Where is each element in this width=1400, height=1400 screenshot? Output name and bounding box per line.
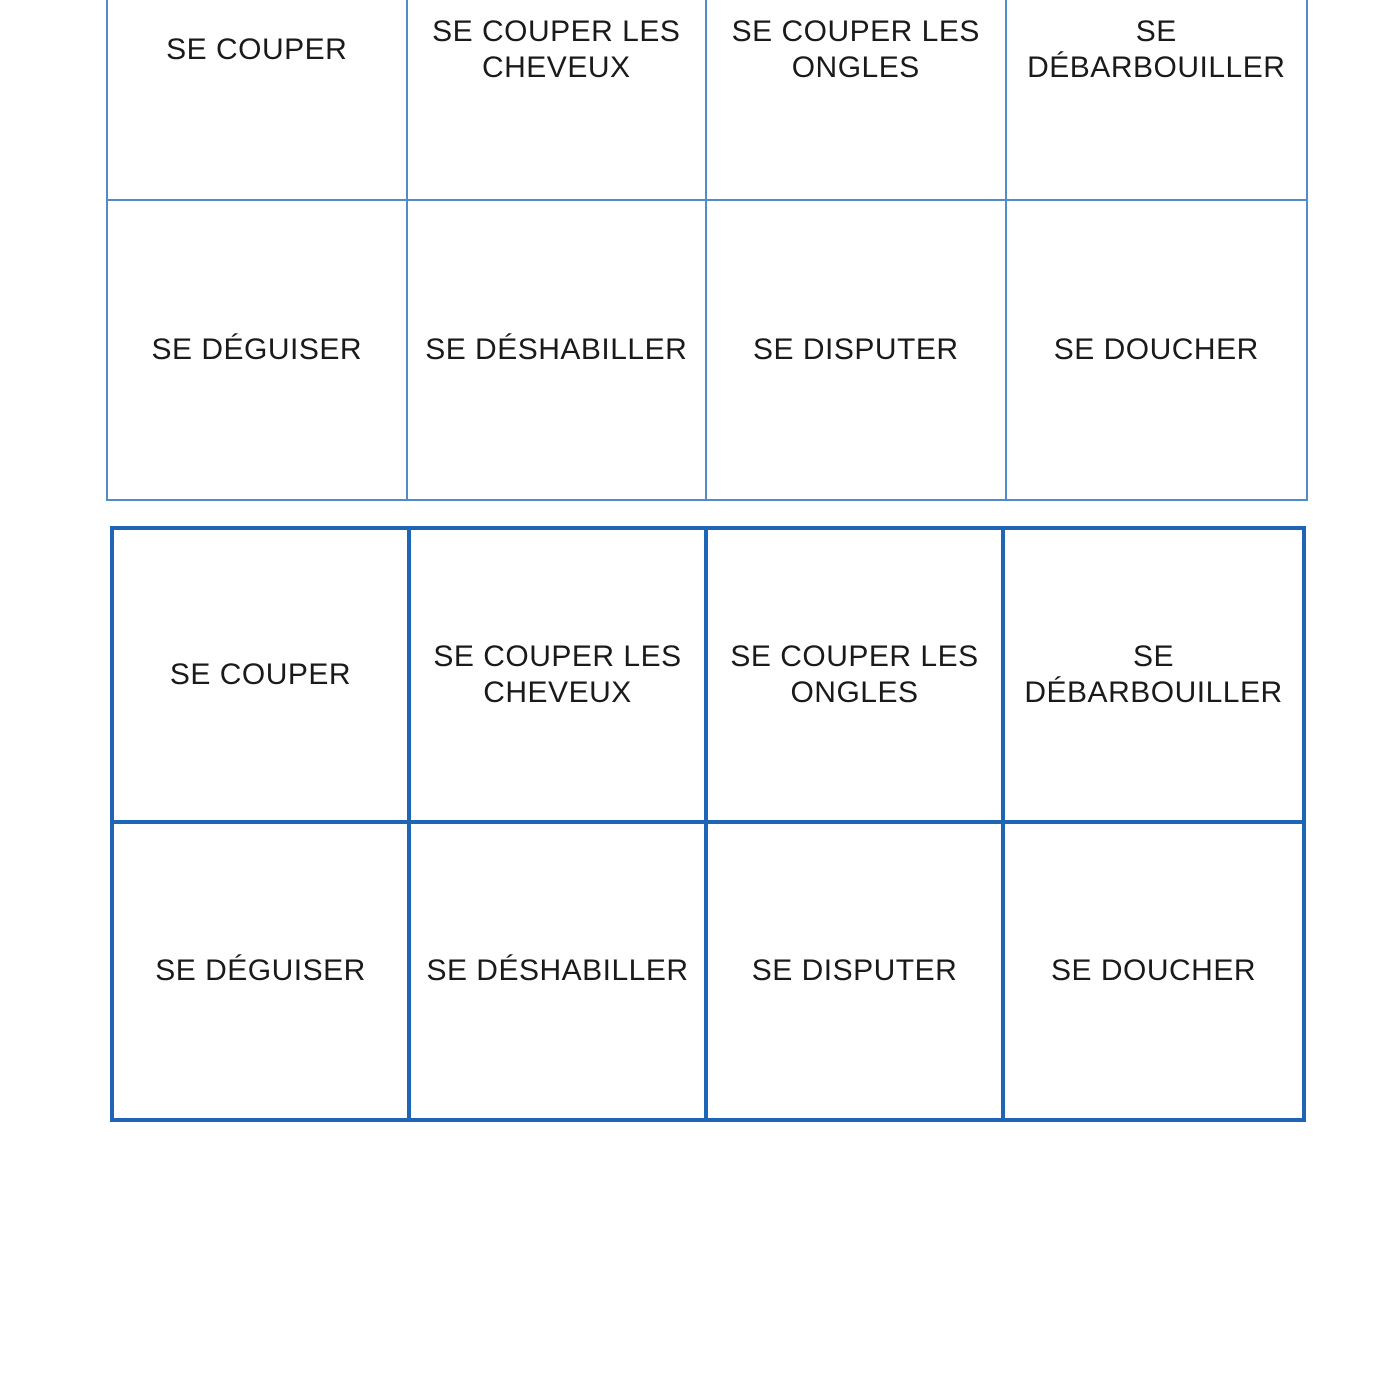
card-se-couper-les-cheveux <box>411 530 708 824</box>
card-se-debarbouiller <box>1007 0 1307 201</box>
bottom-card-grid <box>110 526 1306 1122</box>
card-se-deshabiller <box>411 824 708 1118</box>
card-label: SE DOUCHER <box>1050 954 1257 987</box>
card-label: SE COUPER LES ONGLES <box>730 640 979 709</box>
card-label: SE COUPER LES CHEVEUX <box>433 640 682 709</box>
card-label: SE DÉGUISER <box>155 954 366 987</box>
card-se-doucher <box>1005 824 1302 1118</box>
card-se-deguiser <box>108 201 408 500</box>
card-se-doucher <box>1007 201 1307 500</box>
card-label: SE COUPER LES ONGLES <box>731 15 980 85</box>
card-label: SE DÉSHABILLER <box>425 332 688 366</box>
card-se-deshabiller <box>408 201 708 500</box>
card-se-couper-les-ongles <box>708 530 1005 824</box>
card-label: SE DISPUTER <box>752 332 959 366</box>
card-label: SE DÉSHABILLER <box>426 954 689 987</box>
card-se-couper <box>114 530 411 824</box>
card-se-debarbouiller <box>1005 530 1302 824</box>
card-se-couper-les-ongles <box>707 0 1007 201</box>
card-label: SE DÉBARBOUILLER <box>1024 640 1283 709</box>
card-se-disputer <box>707 201 1007 500</box>
card-se-disputer <box>708 824 1005 1118</box>
card-se-deguiser <box>114 824 411 1118</box>
card-label: SE COUPER <box>169 658 352 691</box>
card-se-couper <box>108 0 408 201</box>
card-label: SE DÉGUISER <box>151 332 363 366</box>
card-label: SE DOUCHER <box>1053 332 1259 366</box>
top-card-grid <box>106 0 1308 501</box>
card-label: SE COUPER LES CHEVEUX <box>432 15 681 85</box>
card-label: SE DISPUTER <box>751 954 958 987</box>
card-label: SE COUPER <box>166 33 348 67</box>
card-se-couper-les-cheveux <box>408 0 708 201</box>
card-label: SE DÉBARBOUILLER <box>1027 15 1286 85</box>
